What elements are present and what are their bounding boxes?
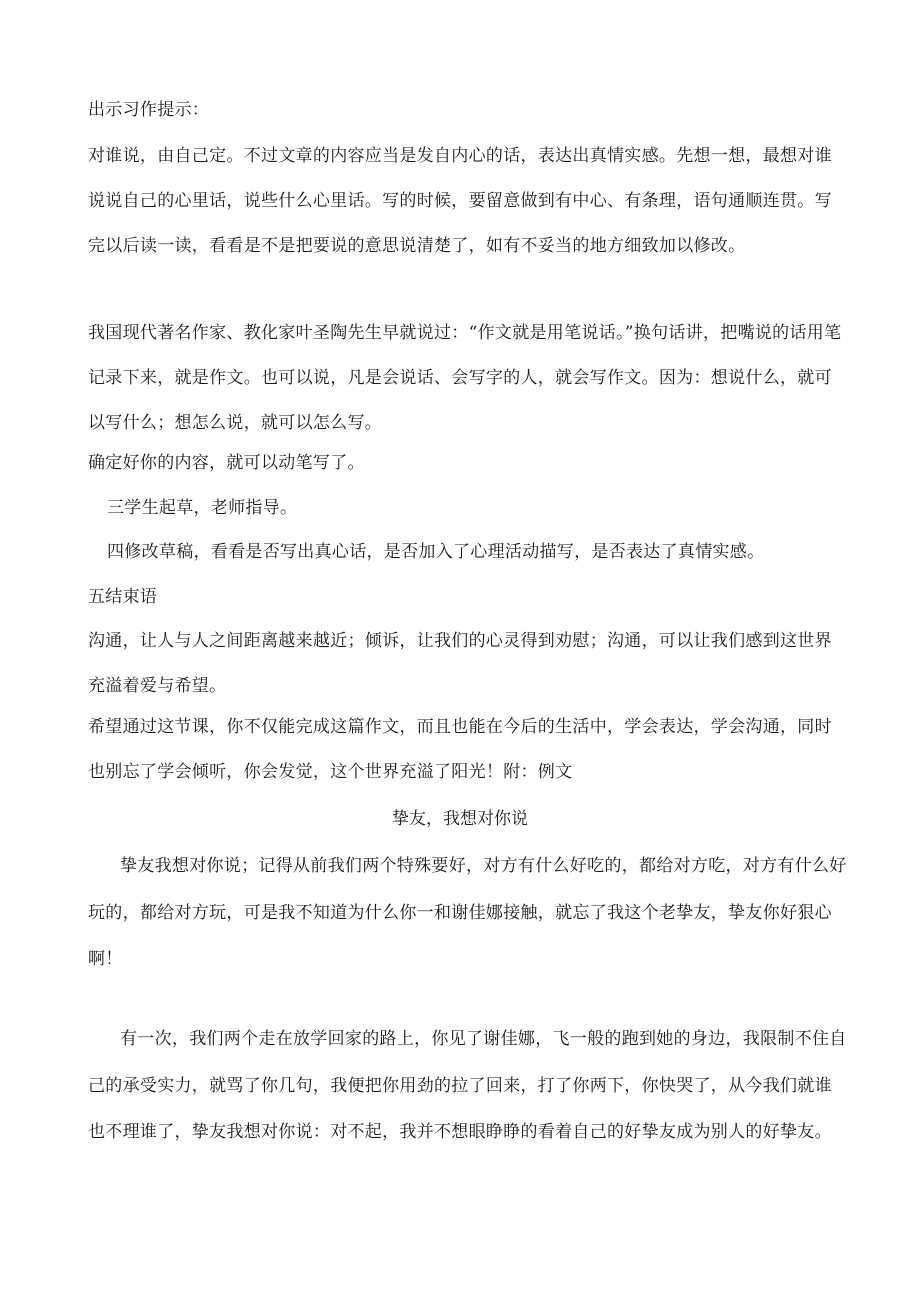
closing-paragraph-2: 希望通过这节课，你不仅能完成这篇作文，而且也能在今后的生活中，学会表达，学会沟通，同时也别忘了学会倾听，你会发觉，这个世界充溢了阳光！附：例文 — [88, 717, 832, 782]
prompt-body: 对谁说，由自己定。不过文章的内容应当是发自内心的话，表达出真情实感。先想一想，最想对谁说说自己的心里话，说些什么心里话。写的时候，要留意做到有中心、有条理，语句通顺连贯。写完以后读一读，看看是不是把要说的意思说清楚了，如有不妥当的地方细致加以修改。 — [88, 146, 832, 256]
step-five-heading: 五结束语 — [88, 587, 158, 607]
essay-paragraph-2: 有一次，我们两个走在放学回家的路上，你见了谢佳娜，飞一般的跑到她的身边，我限制不住自己的承受实力，就骂了你几句，我便把你用劲的拉了回来，打了你两下，你快哭了，从今我们就谁也不理谁了，挚友我想对你说：对不起，我并不想眼睁睁的看着自己的好挚友成为别人的好挚友。 — [88, 1029, 847, 1142]
quote-paragraph: 我国现代著名作家、教化家叶圣陶先生早就说过：“作文就是用笔说话。”换句话讲，把嘴说的话用笔记录下来，就是作文。也可以说，凡是会说话、会写字的人，就会写作文。因为：想说什么，就可以写什么；想怎么说，就可以怎么写。 — [88, 323, 842, 433]
prompt-heading: 出示习作提示： — [88, 100, 210, 120]
step-four: 四修改草稿，看看是否写出真心话，是否加入了心理活动描写，是否表达了真情实感。 — [107, 542, 765, 562]
step-three: 三学生起草，老师指导。 — [107, 498, 298, 518]
confirm-paragraph: 确定好你的内容，就可以动笔写了。 — [88, 453, 365, 473]
essay-paragraph-1: 挚友我想对你说；记得从前我们两个特殊要好，对方有什么好吃的，都给对方吃，对方有什么好玩的，都给对方玩，可是我不知道为什么你一和谢佳娜接触，就忘了我这个老挚友，挚友你好狠心啊！ — [88, 856, 847, 969]
essay-title: 挚友，我想对你说 — [392, 809, 528, 829]
closing-paragraph-1: 沟通，让人与人之间距离越来越近；倾诉，让我们的心灵得到劝慰；沟通，可以让我们感到这世界充溢着爱与希望。 — [88, 631, 832, 696]
